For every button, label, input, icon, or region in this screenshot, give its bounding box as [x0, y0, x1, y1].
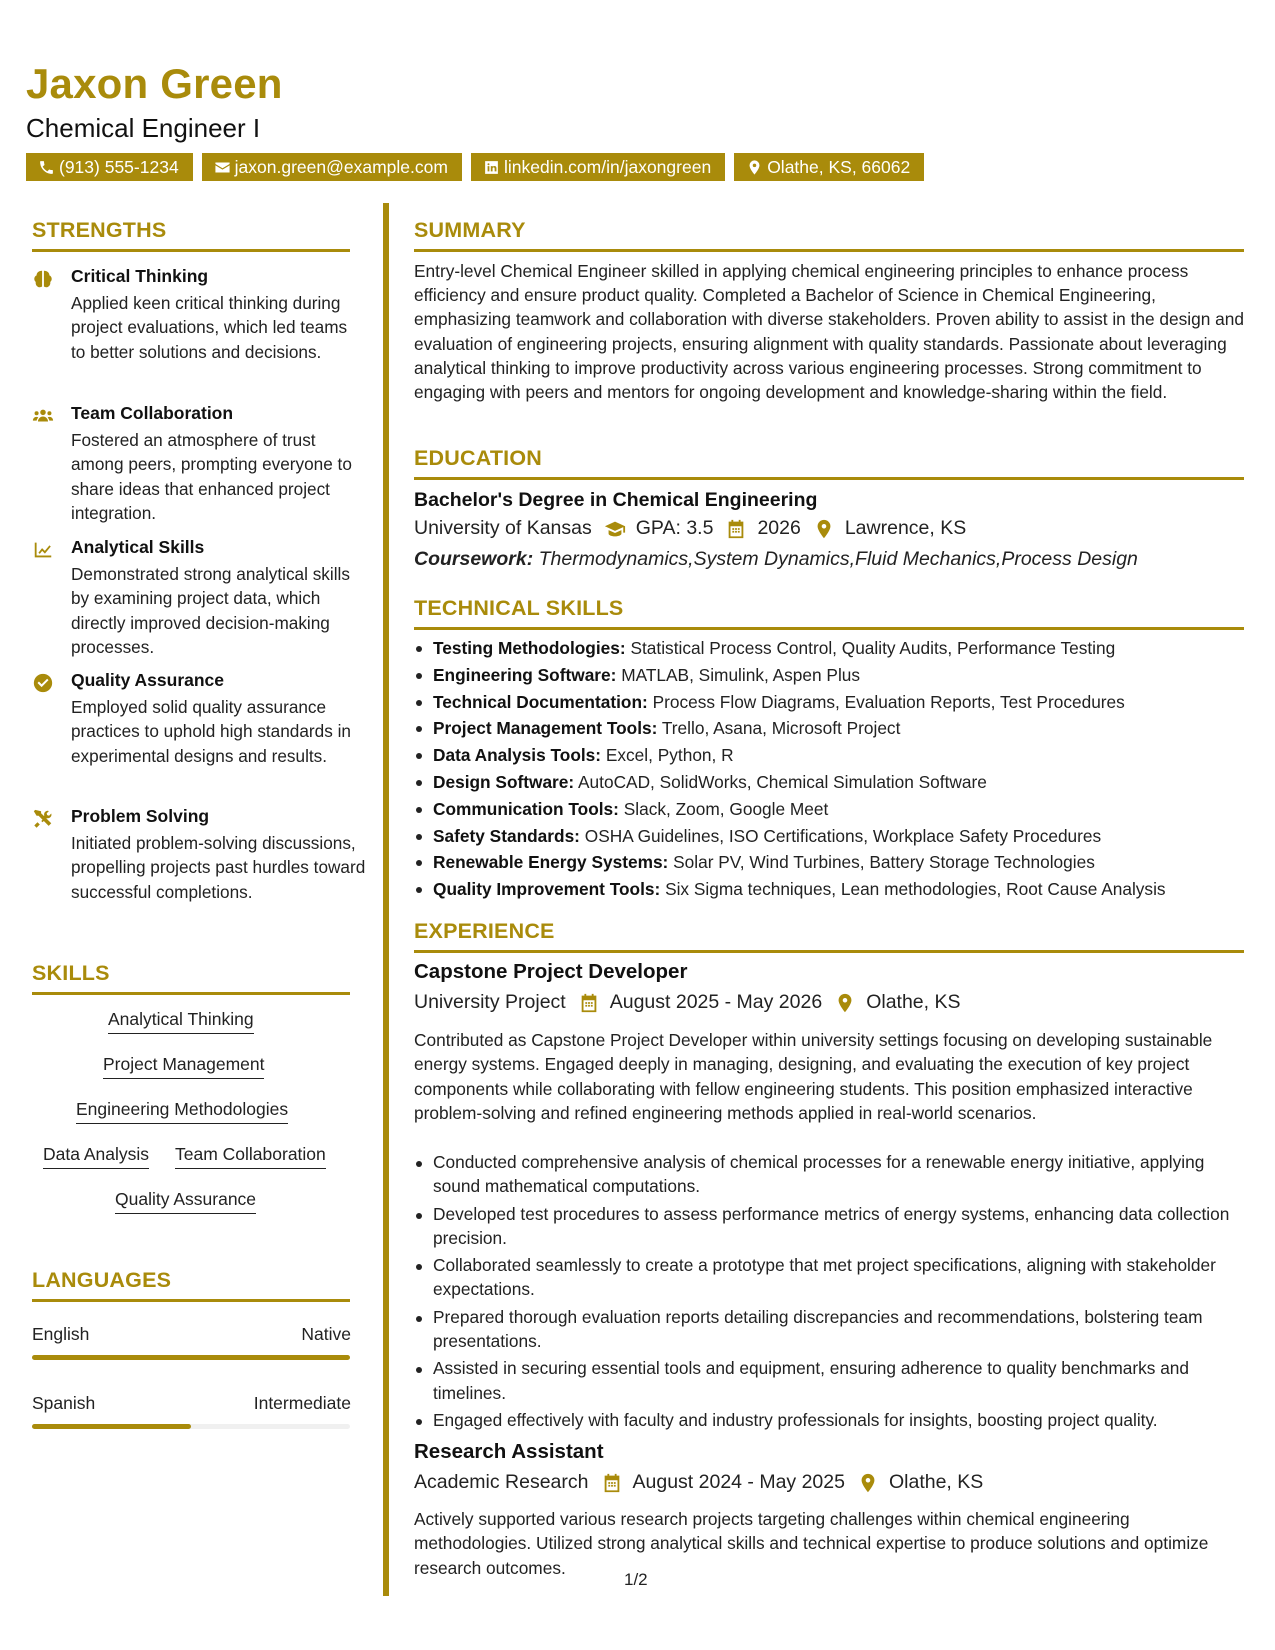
job-title: Research Assistant — [414, 1440, 604, 1463]
skill-tag: Analytical Thinking — [108, 1009, 254, 1034]
list-item: Collaborated seamlessly to create a prototype that met project specifications, aligning with stakeholder expectations. — [414, 1253, 1244, 1302]
language-name: English — [32, 1324, 90, 1344]
education-heading: EDUCATION — [414, 446, 543, 470]
language-level: Intermediate — [253, 1393, 351, 1413]
language-bar-fill — [32, 1424, 191, 1429]
strength-title: Analytical Skills — [71, 537, 205, 557]
education-rule — [414, 477, 1244, 480]
tech-skill-label: Project Management Tools: — [433, 718, 658, 739]
tech-skill-label: Data Analysis Tools: — [433, 745, 602, 766]
technical-skills-heading: TECHNICAL SKILLS — [414, 596, 624, 620]
strength-title: Problem Solving — [71, 806, 210, 826]
map-pin-icon — [857, 1472, 879, 1494]
coursework-label: Coursework: — [414, 548, 534, 570]
list-item — [414, 742, 1166, 769]
technical-skills-rule — [414, 627, 1244, 630]
job-bullets — [414, 1150, 1244, 1435]
tech-skill-value: Process Flow Diagrams, Evaluation Reports, Test Procedures — [652, 691, 1125, 712]
list-item — [414, 796, 1166, 823]
job-dates: August 2025 - May 2026 — [609, 991, 823, 1013]
job-meta — [414, 991, 961, 1014]
strength-title: Critical Thinking — [71, 266, 209, 286]
map-pin-icon — [746, 159, 763, 176]
contact-linkedin[interactable] — [471, 153, 725, 181]
strength-desc: Applied keen critical thinking during project evaluations, which led teams to better solutions and decisions. — [71, 293, 348, 362]
strength-desc: Fostered an atmosphere of trust among peers, prompting everyone to share ideas that enhanced project integration. — [71, 430, 352, 523]
strength-title: Quality Assurance — [71, 670, 225, 690]
tech-skill-value: Slack, Zoom, Google Meet — [623, 798, 829, 819]
tech-skill-value: Six Sigma techniques, Lean methodologies, Root Cause Analysis — [665, 879, 1166, 900]
users-icon — [32, 405, 54, 427]
contact-email[interactable] — [202, 153, 462, 181]
tech-skill-label: Renewable Energy Systems: — [433, 852, 669, 873]
coursework-list: Thermodynamics,System Dynamics,Fluid Mechanics,Process Design — [538, 548, 1138, 570]
education-coursework — [414, 548, 1138, 571]
language-bar — [32, 1355, 350, 1360]
skills-rule — [32, 992, 350, 995]
tech-skill-value: MATLAB, Simulink, Aspen Plus — [621, 664, 861, 685]
brain-icon — [32, 268, 54, 290]
job-title: Capstone Project Developer — [414, 960, 688, 983]
candidate-role: Chemical Engineer I — [26, 113, 261, 143]
calendar-icon — [725, 518, 747, 540]
check-circle-icon — [32, 672, 54, 694]
tech-skill-label: Testing Methodologies: — [433, 638, 626, 658]
skill-tag: Data Analysis — [43, 1144, 149, 1169]
candidate-name: Jaxon Green — [26, 60, 283, 107]
job-dates: August 2024 - May 2025 — [632, 1471, 845, 1493]
job-location: Olathe, KS — [888, 1471, 984, 1493]
strength-title: Team Collaboration — [71, 403, 234, 423]
education-gpa: GPA: 3.5 — [635, 517, 714, 539]
tech-skill-label: Design Software: — [433, 771, 575, 792]
job-org: Academic Research — [414, 1471, 589, 1493]
list-item — [414, 876, 1166, 903]
strength-desc: Initiated problem-solving discussions, propelling projects past hurdles toward successful completions. — [71, 833, 366, 902]
tech-skill-value: Statistical Process Control, Quality Audits, Performance Testing — [630, 638, 1116, 658]
list-item — [414, 662, 1166, 689]
graduation-cap-icon — [604, 518, 626, 540]
list-item — [414, 689, 1166, 716]
chart-line-icon — [32, 539, 54, 561]
skill-tag: Project Management — [103, 1054, 264, 1079]
tech-skill-label: Quality Improvement Tools: — [433, 879, 661, 900]
list-item: Developed test procedures to assess performance metrics of energy systems, enhancing data collection precision. — [414, 1202, 1244, 1251]
tech-skill-label: Safety Standards: — [433, 825, 580, 846]
education-location: Lawrence, KS — [844, 517, 967, 539]
list-item — [414, 715, 1166, 742]
language-bar — [32, 1424, 350, 1429]
contact-phone[interactable] — [26, 153, 193, 181]
tech-skill-label: Communication Tools: — [433, 798, 619, 819]
calendar-icon — [601, 1472, 623, 1494]
job-meta — [414, 1471, 983, 1494]
skill-tag: Team Collaboration — [175, 1144, 326, 1169]
map-pin-icon — [834, 992, 856, 1014]
list-item — [414, 849, 1166, 876]
job-location: Olathe, KS — [866, 991, 961, 1013]
page-number: 1/2 — [624, 1570, 648, 1589]
map-pin-icon — [813, 518, 835, 540]
list-item — [414, 823, 1166, 850]
contact-phone-text: (913) 555-1234 — [59, 157, 179, 177]
contact-email-text: jaxon.green@example.com — [234, 157, 448, 177]
contact-location-text: Olathe, KS, 66062 — [767, 157, 911, 177]
language-level: Native — [301, 1324, 351, 1344]
strengths-heading: STRENGTHS — [32, 218, 167, 242]
education-school: University of Kansas — [414, 517, 592, 539]
tech-skill-value: AutoCAD, SolidWorks, Chemical Simulation Software — [578, 771, 987, 792]
contact-location — [734, 153, 924, 181]
experience-heading: EXPERIENCE — [414, 919, 555, 943]
tech-skill-value: Excel, Python, R — [605, 745, 734, 766]
tech-skill-value: OSHA Guidelines, ISO Certifications, Workplace Safety Procedures — [584, 825, 1102, 846]
phone-icon — [38, 159, 55, 176]
summary-heading: SUMMARY — [414, 218, 526, 242]
contact-linkedin-text: linkedin.com/in/jaxongreen — [503, 157, 712, 177]
tech-skill-value: Solar PV, Wind Turbines, Battery Storage Technologies — [673, 852, 1095, 873]
skill-tag: Engineering Methodologies — [76, 1099, 288, 1124]
calendar-icon — [578, 992, 600, 1014]
summary-rule — [414, 249, 1244, 252]
strengths-rule — [32, 249, 350, 252]
strength-desc: Demonstrated strong analytical skills by examining project data, which directly improved decision-making processes. — [71, 564, 350, 657]
list-item: Prepared thorough evaluation reports detailing discrepancies and recommendations, bolstering team presentations. — [414, 1305, 1244, 1354]
language-bar-fill — [32, 1355, 350, 1360]
contact-bar — [26, 153, 924, 181]
list-item: Conducted comprehensive analysis of chemical processes for a renewable energy initiative, applying sound mathematical computations. — [414, 1150, 1244, 1199]
strength-desc: Employed solid quality assurance practices to uphold high standards in experimental designs and results. — [71, 697, 351, 766]
summary-text: Entry-level Chemical Engineer skilled in applying chemical engineering principles to enhance process efficiency and ensure product quality. Completed a Bachelor of Science in Chemical Engineering, emphasizing teamwork and collaboration with diverse stakeholders. Proven ability to assist in the design and evaluation of engineering projects, ensuring alignment with quality standards. Passionate about leveraging analytical thinking to improve productivity across various engineering processes. Strong commitment to engaging with peers and mentors for ongoing development and knowledge-sharing within the field. — [414, 261, 1244, 403]
envelope-icon — [214, 159, 231, 176]
language-name: Spanish — [32, 1393, 96, 1413]
languages-rule — [32, 1299, 350, 1302]
education-meta — [414, 517, 966, 540]
experience-rule — [414, 950, 1244, 953]
tech-skill-value: Trello, Asana, Microsoft Project — [661, 718, 901, 739]
languages-heading: LANGUAGES — [32, 1268, 172, 1292]
list-item: Assisted in securing essential tools and equipment, ensuring adherence to quality benchmarks and timelines. — [414, 1356, 1244, 1405]
tech-skill-label: Technical Documentation: — [433, 691, 648, 712]
job-description: Contributed as Capstone Project Developer within university settings focusing on developing sustainable energy systems. Engaged deeply in managing, designing, and evaluating the execution of key project components while collaborating with fellow engineering students. This position emphasized interactive problem-solving and refined engineering methods applied in real-world scenarios. — [414, 1030, 1213, 1123]
education-year: 2026 — [757, 517, 801, 539]
job-description: Actively supported various research projects targeting challenges within chemical engineering methodologies. Utilized strong analytical skills and technical expertise to produce solutions and optimize research outcomes. — [414, 1509, 1209, 1578]
technical-skills-list — [414, 635, 1166, 903]
skill-tag: Quality Assurance — [115, 1189, 256, 1214]
column-divider — [383, 203, 389, 1596]
list-item: Engaged effectively with faculty and industry professionals for insights, boosting project quality. — [414, 1408, 1244, 1432]
list-item — [414, 635, 1166, 662]
job-org: University Project — [414, 991, 566, 1013]
education-degree: Bachelor's Degree in Chemical Engineering — [414, 489, 818, 511]
skills-heading: SKILLS — [32, 961, 110, 985]
tech-skill-label: Engineering Software: — [433, 664, 617, 685]
tools-icon — [32, 808, 54, 830]
linkedin-icon — [483, 159, 500, 176]
list-item — [414, 769, 1166, 796]
